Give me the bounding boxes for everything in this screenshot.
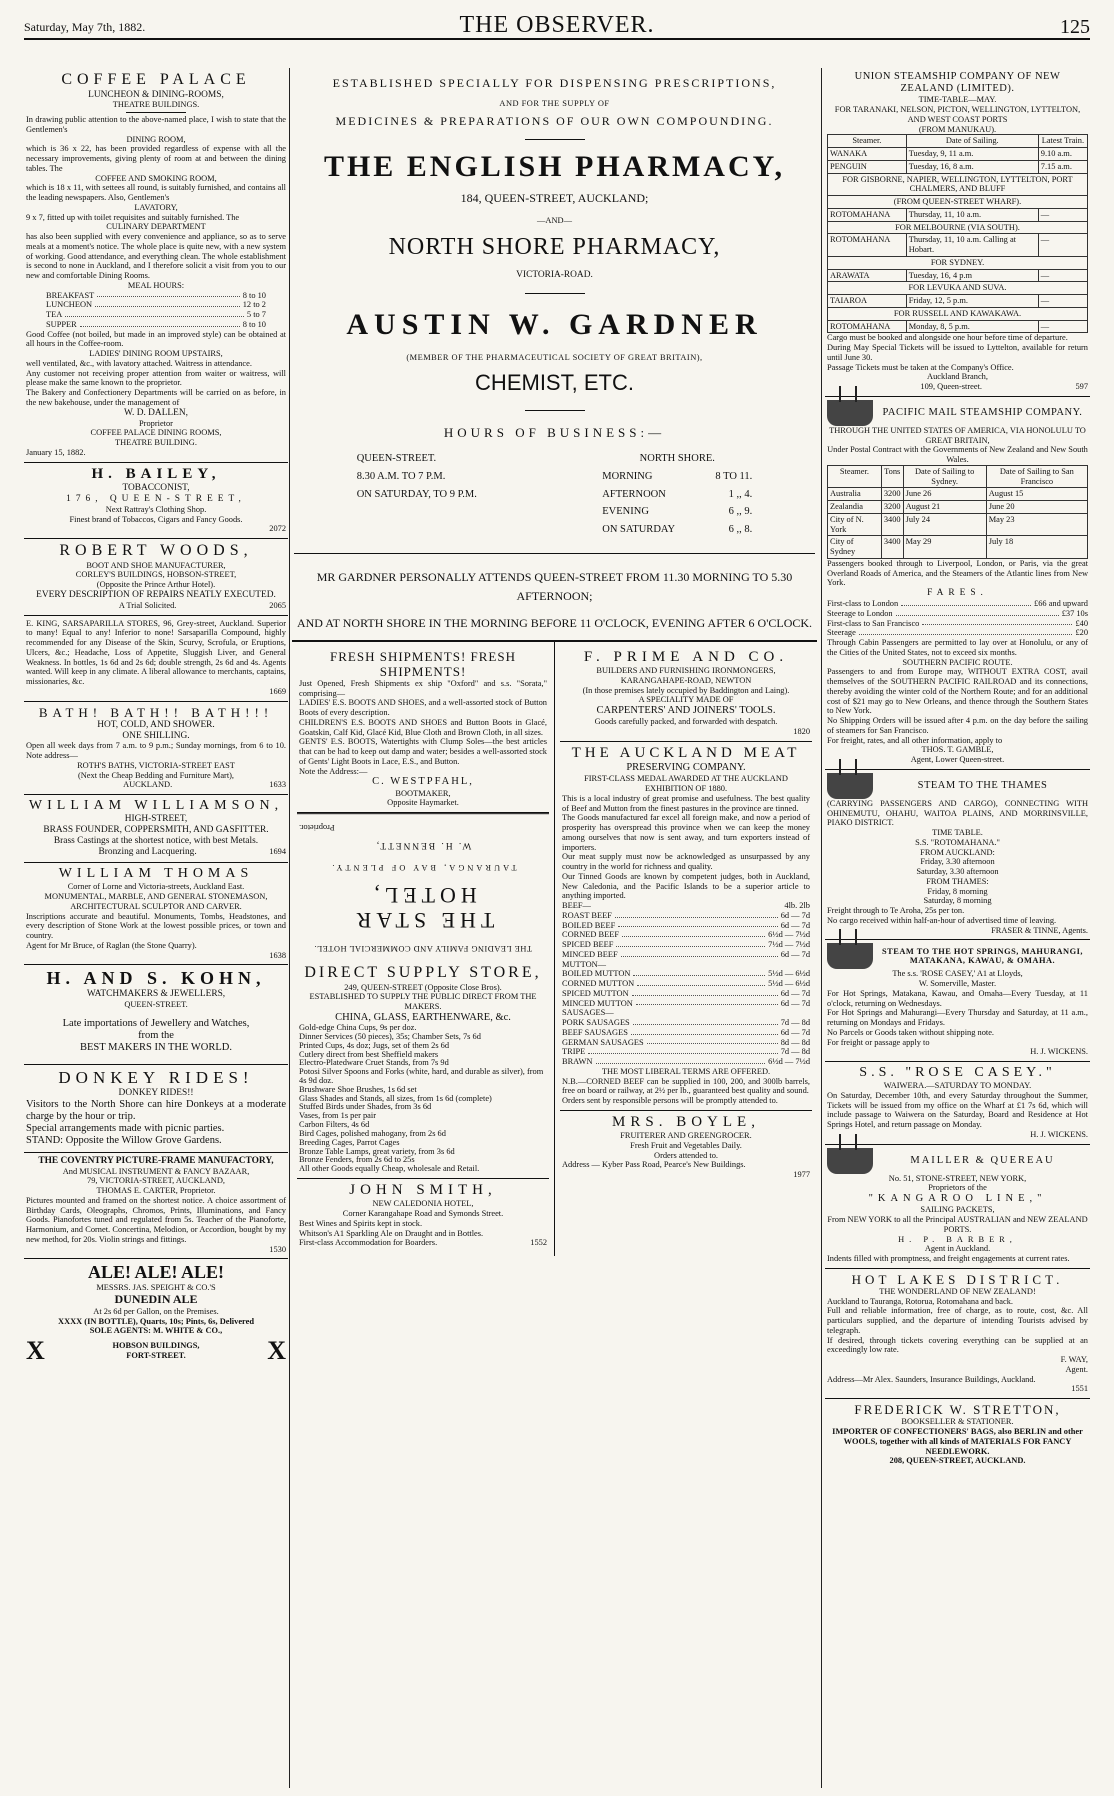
- ad-subhead: SOUTHERN PACIFIC ROUTE.: [902, 657, 1013, 667]
- ad-number: 2065: [269, 600, 286, 610]
- ad-number: 597: [1075, 382, 1088, 392]
- ad-subtitle: MESSRS. JAS. SPEIGHT & CO.'S: [96, 1283, 216, 1293]
- ad-text: A SPECIALITY MADE OF: [638, 695, 734, 705]
- bailey-ad: [24, 463, 288, 539]
- ad-text: Proprietors of the: [928, 1183, 987, 1193]
- coffee-palace-ad: [24, 68, 288, 463]
- meal-hours: BREAKFAST 8 to 10 LUNCHEON 12 to 2 TEA 5 to 7 SUPPER 8 to 10: [46, 290, 266, 329]
- ad-title: WILLIAM WILLIAMSON,: [28, 798, 284, 814]
- woods-ad: [24, 539, 288, 615]
- ad-text: Next Rattray's Clothing Shop.: [105, 504, 207, 514]
- page-number: 125: [1060, 16, 1090, 38]
- column-rule: [821, 68, 822, 1788]
- ad-text: Passengers to and from Europe may, WITHOUT EXTRA COST, avail themselves of the SOUTHERN PACIFIC RAILROAD and its connections, thereby avoiding the winter cold of the Northern Route; and for an additional cost of $21 may go to New Orleans, and thence through the Southern States to New York.: [827, 667, 1088, 716]
- newspaper-title: THE OBSERVER.: [459, 12, 655, 38]
- price-list: BEEF— 4lb. 2lb ROAST BEEF 6d — 7d BOILED BEEF 6d — 7d CORNED BEEF 6½d — 7½d SPICED BEEF 7½d — 7½d MINCED BEEF 6d — 7d MUTTON— BOILED MUTTON 5½d — 6½d CORNED MUTTON 5½d — 6½d SPICED MUTTON 6d — 7d MINCED MUTTON 6d — 7d SAUSAGES— PORK SAUSAGES 7d — 8d BEEF SAUSAGES 6d — 7d GERMAN SAUSAGES 8d — 8d TRIPE 7d — 8d BRAWN 6½d — 7½d: [562, 901, 810, 1067]
- ad-address: TAURANGA, BAY OF PLENTY.: [329, 863, 517, 873]
- ad-text: Finest brand of Tobaccos, Cigars and Fancy Goods.: [69, 514, 243, 524]
- ad-text: During May Special Tickets will be issued to Lyttelton, available for return until June 30.: [827, 343, 1088, 362]
- ad-footer: THEATRE BUILDING.: [115, 438, 197, 448]
- ad-address: No. 51, STONE-STREET, NEW YORK,: [888, 1173, 1027, 1183]
- ad-title: H. BAILEY,: [91, 465, 221, 482]
- ad-signature: H. J. WICKENS.: [1030, 1129, 1088, 1139]
- ad-text: Bronzing and Lacquering.: [98, 847, 197, 858]
- ad-address: Corner of Lorne and Victoria-streets, Auckland East.: [67, 882, 245, 892]
- ad-subtitle: BUILDERS AND FURNISHING IRONMONGERS,: [596, 666, 776, 676]
- ad-text: Passage Tickets must be taken at the Company's Office.: [827, 362, 1014, 372]
- ad-text: Goods carefully packed, and forwarded with despatch.: [594, 717, 778, 727]
- thames-steamer-ad: [825, 770, 1090, 941]
- ad-title: WILLIAM THOMAS: [58, 866, 254, 882]
- ad-subhead: LAVATORY,: [134, 202, 178, 212]
- ad-text: W. Somerville, Master.: [918, 979, 997, 988]
- ad-title: PRESERVING COMPANY.: [626, 762, 746, 774]
- ad-text: Saturday, 8 morning: [923, 896, 992, 906]
- ad-text: Full and reliable information, free of charge, as to route, cost, &c. All particulars supplied, and the departure of intending Tourists advised by telegraph.: [827, 1306, 1088, 1335]
- ad-text: No cargo received within half-an-hour of advertised time of leaving.: [827, 915, 1057, 925]
- ad-text: No Shipping Orders will be issued after 4 p.m. on the day before the sailing of steamers for San Francisco.: [827, 716, 1088, 735]
- ad-address: HIGH-STREET,: [124, 814, 188, 825]
- ad-title: JOHN SMITH,: [349, 1181, 497, 1198]
- ad-text: THOMAS E. CARTER, Proprietor.: [96, 1186, 216, 1196]
- ad-text: STAND: Opposite the Willow Grove Gardens.: [26, 1135, 222, 1147]
- ad-address: Address—Mr Alex. Saunders, Insurance Buildings, Auckland.: [827, 1374, 1036, 1384]
- ad-text: ROTH'S BATHS, VICTORIA-STREET EAST: [77, 760, 235, 770]
- ad-text: FROM AUCKLAND:: [920, 847, 995, 857]
- ad-signature: H. P. BARBER,: [898, 1234, 1017, 1244]
- pharmacy-title: THE ENGLISH PHARMACY,: [323, 149, 786, 183]
- ad-address: 79, VICTORIA-STREET, AUCKLAND,: [87, 1176, 225, 1186]
- ad-role: Agent.: [1065, 1364, 1088, 1374]
- ad-signature: H. J. WICKENS.: [1030, 1047, 1088, 1057]
- ad-text: Visitors to the North Shore can hire Donkeys at a moderate charge by the hour or trip.: [26, 1098, 286, 1123]
- ad-title: HOT LAKES DISTRICT.: [851, 1271, 1064, 1287]
- ad-text: THROUGH THE UNITED STATES OF AMERICA, VIA HONOLULU TO GREAT BRITAIN,: [829, 425, 1086, 445]
- ad-text: Agent for Mr Bruce, of Raglan (the Stone Quarry).: [26, 940, 197, 950]
- ad-text: Inscriptions accurate and beautiful. Monuments, Tombs, Headstones, and every description of Stone Work at the lowest possible prices, or town and country.: [26, 911, 286, 940]
- ad-subtitle: BOOKSELLER & STATIONER.: [901, 1417, 1014, 1427]
- ad-signature: W. D. DALLEN,: [124, 407, 188, 418]
- x-mark: X: [267, 1336, 286, 1366]
- ad-number: 1694: [269, 847, 286, 857]
- ad-text: has also been supplied with every convenience and appliance, so as to serve meals at a moment's notice. The whole place is quite new, with a new system of working. Good attendance, and everything clean. The whole establishment is second to none in Auckland, and I therefore solicit a visit from you to our new and comfortable Dining Rooms.: [26, 232, 286, 281]
- ad-text: MEDICINES & PREPARATIONS OF OUR OWN COMPOUNDING.: [335, 113, 774, 128]
- ad-subhead: MEAL HOURS:: [127, 280, 185, 290]
- prime-ad: [560, 646, 812, 742]
- ad-text: For freight, rates, and all other information, apply to: [827, 735, 1003, 745]
- ad-subtitle: THE WONDERLAND OF NEW ZEALAND!: [879, 1286, 1036, 1296]
- ad-role: Agent in Auckland.: [924, 1244, 991, 1254]
- ad-subtitle: ARCHITECTURAL SCULPTOR AND CARVER.: [70, 901, 242, 911]
- ad-signature: FRASER & TINNE, Agents.: [991, 925, 1088, 935]
- king-ad: [24, 616, 288, 702]
- ad-address: KARANGAHAPE-ROAD, NEWTON: [620, 675, 752, 685]
- ad-number: 1820: [793, 726, 810, 736]
- masthead: [24, 8, 1090, 40]
- ad-title: FREDERICK W. STRETTON,: [854, 1402, 1061, 1418]
- ad-subhead: COFFEE AND SMOKING ROOM,: [95, 173, 217, 183]
- ad-text: For Hot Springs, Matakana, Kawau, and Omaha—Every Tuesday, at 11 o'clock, returning on Wednesdays.: [827, 988, 1088, 1008]
- x-mark: X: [26, 1336, 45, 1366]
- ad-text: AND FOR THE SUPPLY OF: [499, 98, 610, 108]
- ad-footer: COFFEE PALACE DINING ROOMS,: [90, 428, 222, 438]
- ad-text: Auckland to Tauranga, Rotorua, Rotomahana and back.: [827, 1296, 1014, 1306]
- issue-date: Saturday, May 7th, 1882.: [24, 20, 146, 34]
- ad-price: ONE SHILLING.: [122, 730, 190, 741]
- ad-text: THE LEADING FAMILY AND COMMERCIAL HOTEL.: [314, 944, 532, 954]
- ad-subtitle: LUNCHEON & DINING-ROOMS,: [88, 89, 224, 100]
- ad-text: (Next the Cheap Bedding and Furniture Mart),: [77, 770, 235, 780]
- ad-subtitle: BOOT AND SHOE MANUFACTURER,: [86, 560, 226, 570]
- ad-text: FORT-STREET.: [126, 1351, 186, 1361]
- ad-text: Orders attended to.: [654, 1150, 718, 1160]
- ad-text: Through Cabin Passengers are permitted to lay over at Honolulu, or any of the Cities of the United States, not to exceed six months.: [827, 638, 1088, 657]
- ad-text: Friday, 8 morning: [927, 886, 988, 896]
- left-column: [24, 68, 288, 1788]
- ad-address: Opposite Haymarket.: [387, 798, 459, 808]
- thomas-ad: [24, 863, 288, 965]
- hot-lakes-ad: [825, 1269, 1090, 1399]
- ad-text: Just Opened, Fresh Shipments ex ship "Oxford" and s.s. "Sorata," comprising—: [299, 678, 547, 698]
- ad-subhead: TIME TABLE.: [932, 828, 983, 837]
- ad-text: At 2s 6d per Gallon, on the Premises.: [93, 1306, 219, 1316]
- ad-text: Special arrangements made with picnic parties.: [26, 1123, 225, 1135]
- ad-title: ALE! ALE! ALE!: [87, 1262, 225, 1283]
- ad-text: FROM THAMES:: [926, 876, 989, 886]
- ad-role: Agent, Lower Queen-street.: [910, 755, 1005, 764]
- donkey-ad: [24, 1065, 288, 1152]
- ad-subhead: DINING ROOM,: [126, 134, 186, 144]
- direct-supply-store-ad: [297, 961, 549, 1179]
- ad-signature: W. H. BENNETT,: [374, 840, 472, 851]
- ad-subtitle: WATCHMAKERS & JEWELLERS,: [86, 989, 226, 1000]
- ad-text: AUCKLAND.: [123, 780, 173, 790]
- ad-text: For Hot Springs and Mahurangi—Every Thursday and Saturday, at 11 a.m., returning on Mondays and Fridays.: [827, 1008, 1088, 1027]
- ad-text: FOR TARANAKI, NELSON, PICTON, WELLINGTON, LYTTELTON, AND WEST COAST PORTS: [834, 105, 1081, 124]
- ad-subtitle: WAIWERA.—SATURDAY TO MONDAY.: [883, 1081, 1032, 1091]
- hours-table: QUEEN-STREET. 8.30 A.M. TO 7 P.M. ON SATURDAY, TO 9 P.M. NORTH SHORE. MORNING 8 TO 11. AFTERNOON 1 ,, 4. EVENING 6 ,, 9. ON SATURDAY 6 ,, 8.: [356, 452, 753, 536]
- ad-text: BEST MAKERS IN THE WORLD.: [80, 1042, 232, 1054]
- ad-text: —AND—: [537, 216, 572, 226]
- column-rule: [289, 68, 290, 1788]
- ad-address: VICTORIA-ROAD.: [516, 269, 593, 280]
- ad-number: 1633: [269, 780, 286, 790]
- ad-text: (FROM MANUKAU).: [918, 124, 997, 134]
- ad-number: 1552: [530, 1238, 547, 1248]
- ad-text: GENTS' E.S. BOOTS, Watertights with Clump Soles—the best articles that can be had to keep out damp and water; besides a well-assorted stock of Gents' Light Boots in Lace, E.S., and Button.: [299, 737, 547, 766]
- ad-text: The Bakery and Confectionery Departments will be carried on as before, in the new bakehouse, under the management of: [26, 388, 286, 407]
- ad-number: 1977: [793, 1170, 810, 1180]
- ad-role: Proprietor.: [299, 822, 335, 832]
- ad-number: 1638: [269, 950, 286, 960]
- ad-text: If desired, through tickets covering everything can be supplied at an exceedingly low rate.: [827, 1335, 1088, 1355]
- ad-text: SOLE AGENTS: M. WHITE & CO.,: [89, 1326, 223, 1336]
- ad-subtitle: NEW CALEDONIA HOTEL,: [372, 1199, 474, 1209]
- ad-text: ESTABLISHED TO SUPPLY THE PUBLIC DIRECT FROM THE MAKERS.: [309, 992, 537, 1012]
- ad-text: Late importations of Jewellery and Watches,: [62, 1017, 250, 1029]
- ad-text: In drawing public attention to the above-named place, I wish to state that the Gentlemen's: [26, 115, 286, 134]
- ad-subtitle: CHINA, GLASS, EARTHENWARE, &c.: [335, 1011, 511, 1023]
- ad-text: The s.s. 'ROSE CASEY,' A1 at Lloyds,: [892, 969, 1023, 979]
- rose-casey-ad: [825, 1062, 1090, 1145]
- ad-text: LADIES' E.S. BOOTS AND SHOES, and a well-assorted stock of Button Boots of every description.: [299, 698, 547, 718]
- ad-venue: THEATRE BUILDINGS.: [112, 100, 200, 110]
- ad-text: 9 x 7, fitted up with toilet requisites and suitably furnished. The: [26, 212, 240, 222]
- ad-subtitle: BRASS FOUNDER, COPPERSMITH, AND GASFITTER.: [43, 825, 269, 836]
- ad-text: Note the Address:—: [299, 766, 368, 776]
- ad-title: UNION STEAMSHIP COMPANY OF NEW ZEALAND (LIMITED).: [854, 71, 1061, 95]
- ad-subhead: CULINARY DEPARTMENT: [106, 222, 206, 232]
- ad-text: (Opposite the Prince Arthur Hotel).: [96, 580, 216, 590]
- ad-subtitle: DUNEDIN ALE: [114, 1291, 198, 1306]
- ad-text: Our meat supply must now be acknowledged as unsurpassed by any country in the world for richness and quality.: [562, 852, 810, 872]
- ad-title: ROBERT WOODS,: [59, 542, 253, 560]
- ad-text: Open all week days from 7 a.m. to 9 p.m.; Sunday mornings, from 6 to 10. Note address—: [26, 741, 286, 761]
- ad-text: IMPORTER OF CONFECTIONERS' BAGS, also BERLIN and other WOOLS, together with all kinds of MATERIALS FOR FANCY NEEDLEWORK.: [832, 1427, 1083, 1456]
- ad-text: which is 18 x 11, with settees all round, is suitably furnished, and contains all the leading newspapers. Also, Gentlemen's: [26, 183, 286, 203]
- english-pharmacy-ad: [292, 68, 817, 641]
- ad-text: which is 36 x 22, has been provided regardless of expense with all the necessary improvements, giving plenty of room at and between the dining tables. The: [26, 144, 286, 173]
- steamship-icon: [827, 773, 873, 799]
- ad-text: For freight or passage apply to: [827, 1037, 930, 1047]
- ad-text: CHILDREN'S E.S. BOOTS AND SHOES and Button Boots in Glacé, Goatskin, Calf Kid, Glacé Kid, Blue Cloth and Brown Cloth, in all sizes.: [299, 717, 547, 737]
- ad-subhead: FARES.: [927, 588, 988, 599]
- ad-text: SAILING PACKETS,: [920, 1205, 995, 1215]
- ad-text: HOBSON BUILDINGS,: [112, 1341, 200, 1351]
- ad-date: January 15, 1882.: [26, 447, 86, 457]
- bath-ad: [24, 702, 288, 796]
- ad-text: Freight through to Te Aroha, 25s per ton.: [827, 906, 965, 915]
- ad-text: Cargo must be booked and alongside one hour before time of departure.: [827, 333, 1068, 343]
- ad-role: BOOTMAKER,: [395, 788, 451, 798]
- ad-text: FIRST-CLASS MEDAL AWARDED AT THE AUCKLAND EXHIBITION OF 1880.: [584, 774, 788, 794]
- ad-text: Whitson's A1 Sparkling Ale on Draught and in Bottles.: [299, 1228, 484, 1238]
- ad-title: FRESH SHIPMENTS! FRESH SHIPMENTS!: [330, 648, 516, 679]
- ad-text: MR GARDNER PERSONALLY ATTENDS QUEEN-STREET FROM 11.30 MORNING TO 5.30 AFTERNOON;: [316, 570, 793, 604]
- ad-text: Any customer not receiving proper attention from waiter or waitress, will please make the same known to the proprietor.: [26, 368, 286, 388]
- ad-title: MRS. BOYLE,: [612, 1113, 760, 1130]
- mrs-boyle-ad: [560, 1111, 812, 1184]
- ad-text: Address — Kyber Pass Road, Pearce's New Buildings.: [562, 1160, 746, 1170]
- ad-text: First-class Accommodation for Boarders.: [299, 1238, 438, 1248]
- ad-title: BATH! BATH!! BATH!!!: [38, 704, 274, 720]
- ad-text: well ventilated, &c., with lavatory attached. Waitress in attendance.: [26, 358, 252, 368]
- williamson-ad: [24, 795, 288, 863]
- ad-text: Brass Castings at the shortest notice, with best Metals.: [53, 836, 259, 847]
- ad-title: DONKEY RIDES!: [58, 1068, 254, 1088]
- ad-text: N.B.—CORNED BEEF can be supplied in 100, 200, and 300lb barrels, free on board or railway, at 2½ per lb., guaranteed best quality and sound.: [562, 1076, 810, 1096]
- ad-title: S.S. "ROSE CASEY.": [859, 1065, 1056, 1080]
- ad-address: 176, QUEEN-STREET,: [66, 493, 246, 504]
- ad-address: QUEEN-STREET.: [124, 1000, 188, 1010]
- star-hotel-ad-upside-down: [297, 813, 549, 961]
- ad-text: No Parcels or Goods taken without shipping note.: [827, 1027, 995, 1037]
- ad-number: 1530: [269, 1244, 286, 1254]
- ad-text: From NEW YORK to all the Principal AUSTRALIAN and NEW ZEALAND PORTS.: [827, 1215, 1088, 1234]
- ad-text: Pictures mounted and framed on the shortest notice. A choice assortment of Birthday Cards, Oleographs, Chromos, Prints, Illuminations, and Fancy Goods. Pianofortes tuned and regulated from 5s. Teacher of the Pianoforte, Harmonium, and Cornet. Concertina, Melodion, or Accordion, bought by my new method, for 20s. Violin strings and fittings.: [26, 1195, 286, 1244]
- ad-title: PACIFIC MAIL STEAMSHIP COMPANY.: [882, 406, 1083, 418]
- ad-title: THE STAR HOTEL,: [351, 882, 495, 934]
- ad-text: Saturday, 3.30 afternoon: [916, 867, 999, 876]
- ad-title: F. PRIME AND CO.: [583, 648, 789, 665]
- ad-text: Fresh Fruit and Vegetables Daily.: [630, 1140, 742, 1150]
- steamship-icon: [827, 400, 873, 426]
- ad-subtitle: TIME-TABLE—MAY.: [918, 95, 997, 105]
- union-timetable: Steamer. Date of Sailing. Latest Train. WANAKA Tuesday, 9, 11 a.m. 9.10 a.m. PENGUIN Tuesday, 16, 8 a.m. 7.15 a.m. FOR GISBORNE, NAPIER, WELLINGTON, LYTTELTON, PORT CHALMERS, AND BLUFF (FROM QUEEN-STREET WHARF). ROTOMAHANA Thursday, 11, 10 a.m. — FOR MELBOURNE (VIA SOUTH). ROTOMAHANA Thursday, 11, 10 a.m. Calling at Hobart. — FOR SYDNEY. ARAWATA Tuesday, 16, 4 p.m — FOR LEVUKA AND SUVA. TAIAROA Friday, 12, 5 p.m. — FOR RUSSELL AND KAWAKAWA. ROTOMAHANA Monday, 8, 5 p.m. —: [827, 134, 1088, 333]
- ad-address: 208, QUEEN-STREET, AUCKLAND.: [889, 1456, 1026, 1466]
- stretton-ad: [825, 1399, 1090, 1470]
- ad-text: A Trial Solicited.: [118, 600, 177, 610]
- ad-title: DIRECT SUPPLY STORE,: [304, 964, 542, 982]
- ad-subtitle: HOT, COLD, AND SHOWER.: [97, 719, 215, 730]
- pacific-mail-ad: [825, 397, 1090, 770]
- kohn-ad: [24, 965, 288, 1065]
- ad-subtitle: FRUITERER AND GREENGROCER.: [620, 1131, 752, 1141]
- coventry-ad: [24, 1153, 288, 1260]
- ad-text: CARPENTERS' AND JOINERS' TOOLS.: [596, 705, 776, 717]
- union-steamship-ad: [825, 68, 1090, 397]
- ad-title: H. AND S. KOHN,: [46, 968, 266, 989]
- ad-title: NORTH SHORE PHARMACY,: [388, 234, 721, 261]
- lower-center-ads: [292, 641, 817, 1256]
- ad-text: Good Coffee (not boiled, but made in an improved style) can be obtained at all hours in the Coffee-room.: [26, 329, 286, 349]
- fares-list: First-class to London £66 and upward Steerage to London £37 10s First-class to San Francisco £40 Steerage £20: [827, 599, 1088, 638]
- ad-subtitle: TOBACCONIST,: [122, 483, 190, 493]
- ad-role: Proprietor: [139, 418, 173, 428]
- ad-text: (In those premises lately occupied by Baddington and Laing).: [582, 685, 790, 695]
- ad-text: Under Postal Contract with the Governments of New Zealand and New South Wales.: [827, 445, 1088, 465]
- mailler-quereau-ad: [825, 1145, 1090, 1269]
- ad-text: Passengers booked through to Liverpool, London, or Paris, via the great Overland Roads of America, and the Steamers of the Atlantic lines from New York.: [827, 558, 1088, 588]
- ad-text: On Saturday, December 10th, and every Saturday throughout the Summer, Tickets will be issued from my office on the Wharf at £1 7s 6d, which will include passage to Waiwera on the Saturday, Board and Residence at Hot Springs Hotel, and return passage on Monday.: [827, 1090, 1088, 1130]
- ad-subtitle: DONKEY RIDES!!: [118, 1088, 194, 1099]
- ad-text: ESTABLISHED SPECIALLY FOR DISPENSING PRESCRIPTIONS,: [332, 76, 777, 90]
- ad-text: from the: [138, 1029, 174, 1041]
- right-column: [825, 68, 1090, 1788]
- ad-address: 184, QUEEN-STREET, AUCKLAND;: [460, 191, 649, 206]
- pharmacist-name: AUSTIN W. GARDNER: [346, 307, 763, 341]
- center-column: [292, 68, 817, 1788]
- ad-text: Auckland Branch,: [927, 372, 988, 382]
- steamship-icon: [827, 943, 873, 969]
- hours-heading: HOURS OF BUSINESS:—: [443, 424, 666, 440]
- ad-text: This is a local industry of great promise and usefulness. The best quality of Beef and Mutton from the finest pastures in the province are tinned.: [562, 793, 810, 813]
- ad-subtitle: And MUSICAL INSTRUMENT & FANCY BAZAAR,: [62, 1166, 250, 1176]
- sailing-ship-icon: [827, 1148, 873, 1174]
- goods-list: Gold-edge China Cups, 9s per doz. Dinner Services (50 pieces), 35s; Chamber Sets, 7s 6d Printed Cups, 4s doz; Jugs, set of them 2s 6d Cutlery direct from best Sheffield makers Electro-Platedware Cruet Stands, from 7s 9d Potosi Silver Spoons and Forks (white, hard, and durable as silver), from 4s 9d doz. Brushware Shoe Brushes, 1s 6d set Glass Shades and Stands, all sizes, from 1s 6d (complete) Stuffed Birds under Shades, from 3s 6d Vases, from 1s per pair Carbon Filters, 4s 6d Bird Cages, polished mahogany, from 2s 6d Breeding Cages, Parrot Cages Bronze Table Lamps, great variety, from 3s 6d Bronze Fenders, from 2s 6d to 25s All other Goods equally Cheap, wholesale and Retail.: [299, 1023, 544, 1174]
- ad-text: Best Wines and Spirits kept in stock.: [299, 1218, 423, 1228]
- ad-text: THE MOST LIBERAL TERMS ARE OFFERED.: [601, 1066, 771, 1076]
- ad-text: Our Tinned Goods are known by competent judges, both in Auckland, New Caledonia, and the Pacific Islands to be a superior article to anything imported.: [562, 871, 810, 901]
- ad-text: XXXX (IN BOTTLE), Quarts, 10s; Pints, 6s, Delivered: [58, 1316, 254, 1326]
- ad-subtitle: CHEMIST, ETC.: [475, 370, 634, 396]
- ad-subtitle: "KANGAROO LINE,": [868, 1193, 1047, 1205]
- dunedin-ale-ad: [24, 1259, 288, 1370]
- ad-text: (MEMBER OF THE PHARMACEUTICAL SOCIETY OF GREAT BRITAIN),: [406, 352, 703, 362]
- ad-number: 2072: [269, 524, 286, 534]
- ad-subhead: LADIES' DINING ROOM UPSTAIRS,: [89, 349, 223, 359]
- ad-title: STEAM TO THE THAMES: [917, 779, 1048, 791]
- ad-number: 1669: [269, 686, 286, 696]
- ad-text: Indents filled with promptness, and freight engagements at current rates.: [827, 1254, 1070, 1264]
- meat-preserving-ad: [560, 742, 812, 1111]
- ad-title: COFFEE PALACE: [61, 71, 251, 88]
- ad-text: E. KING, SARSAPARILLA STORES, 96, Grey-street, Auckland. Superior to many! Equal to any! Inferior to none! Sarsaparilla Compound, highly recommended for any Disease of the Skin, Scurvy, Scrofula, or Eruptions, Ulcers, &c.; Headache, Loss of Appetite, Sluggish Liver, and General Weakness. In bottles, 1s 6d and 2s 6d; double strength, 2s 6d and 4s. Agents wanted. Will keep in any climate. A liberal allowance to merchants, captains, missionaries, &c.: [26, 618, 286, 687]
- john-smith-ad: [297, 1179, 549, 1252]
- ad-address: 109, Queen-street.: [920, 382, 983, 392]
- ad-address: Corner Karangahape Road and Symonds Street.: [342, 1209, 504, 1219]
- ad-title: MAILLER & QUEREAU: [910, 1154, 1055, 1166]
- ad-subtitle: MONUMENTAL, MARBLE, AND GENERAL STONEMASON,: [44, 892, 268, 901]
- ad-address: 249, QUEEN-STREET (Opposite Close Bros).: [344, 982, 502, 992]
- ad-text: AND AT NORTH SHORE IN THE MORNING BEFORE 11 O'CLOCK, EVENING AFTER 6 O'CLOCK.: [296, 616, 813, 631]
- ad-text: Friday, 3.30 afternoon: [920, 857, 995, 867]
- pacific-timetable: Steamer. Tons Date of Sailing to Sydney. Date of Sailing to San Francisco Australia 3200 June 26 August 15 Zealandia 3200 August 21 June 20 City of N. York 3400 July 24 May 23 City of Sydney 3400 May 29 July 18: [827, 465, 1088, 559]
- ad-signature: F. WAY,: [1060, 1355, 1088, 1365]
- ad-title: THE COVENTRY PICTURE-FRAME MANUFACTORY,: [38, 1155, 274, 1166]
- hot-springs-steamer-ad: [825, 940, 1090, 1062]
- ad-text: (CARRYING PASSENGERS AND CARGO), CONNECTING WITH OHINEMUTU, OHAHU, WAITOA PLAINS, AND MORRINSVILLE, PIAKO DISTRICT.: [827, 798, 1088, 828]
- ad-text: S.S. "ROTOMAHANA.": [915, 837, 1000, 847]
- ad-signature: C. WESTPFAHL,: [372, 776, 474, 788]
- ad-address: CORLEY'S BUILDINGS, HOBSON-STREET,: [75, 570, 237, 580]
- ad-number: 1551: [1071, 1384, 1088, 1394]
- ad-title: THE AUCKLAND MEAT: [571, 744, 801, 761]
- ad-text: Orders sent by responsible persons will be promptly attended to.: [562, 1096, 778, 1106]
- ad-text: EVERY DESCRIPTION OF REPAIRS NEATLY EXECUTED.: [36, 589, 276, 600]
- ad-title: STEAM TO THE HOT SPRINGS, MAHURANGI, MATAKANA, KAWAU, & OMAHA.: [882, 946, 1083, 966]
- ad-signature: THOS. T. GAMBLE,: [921, 745, 994, 755]
- ad-text: The Goods manufactured far excel all foreign make, and now a period of prosperity has overspread this province when we can keep the money among ourselves that now is sent away, and turn exporters instead of importers.: [562, 813, 810, 852]
- westpfahl-ad: [297, 646, 549, 813]
